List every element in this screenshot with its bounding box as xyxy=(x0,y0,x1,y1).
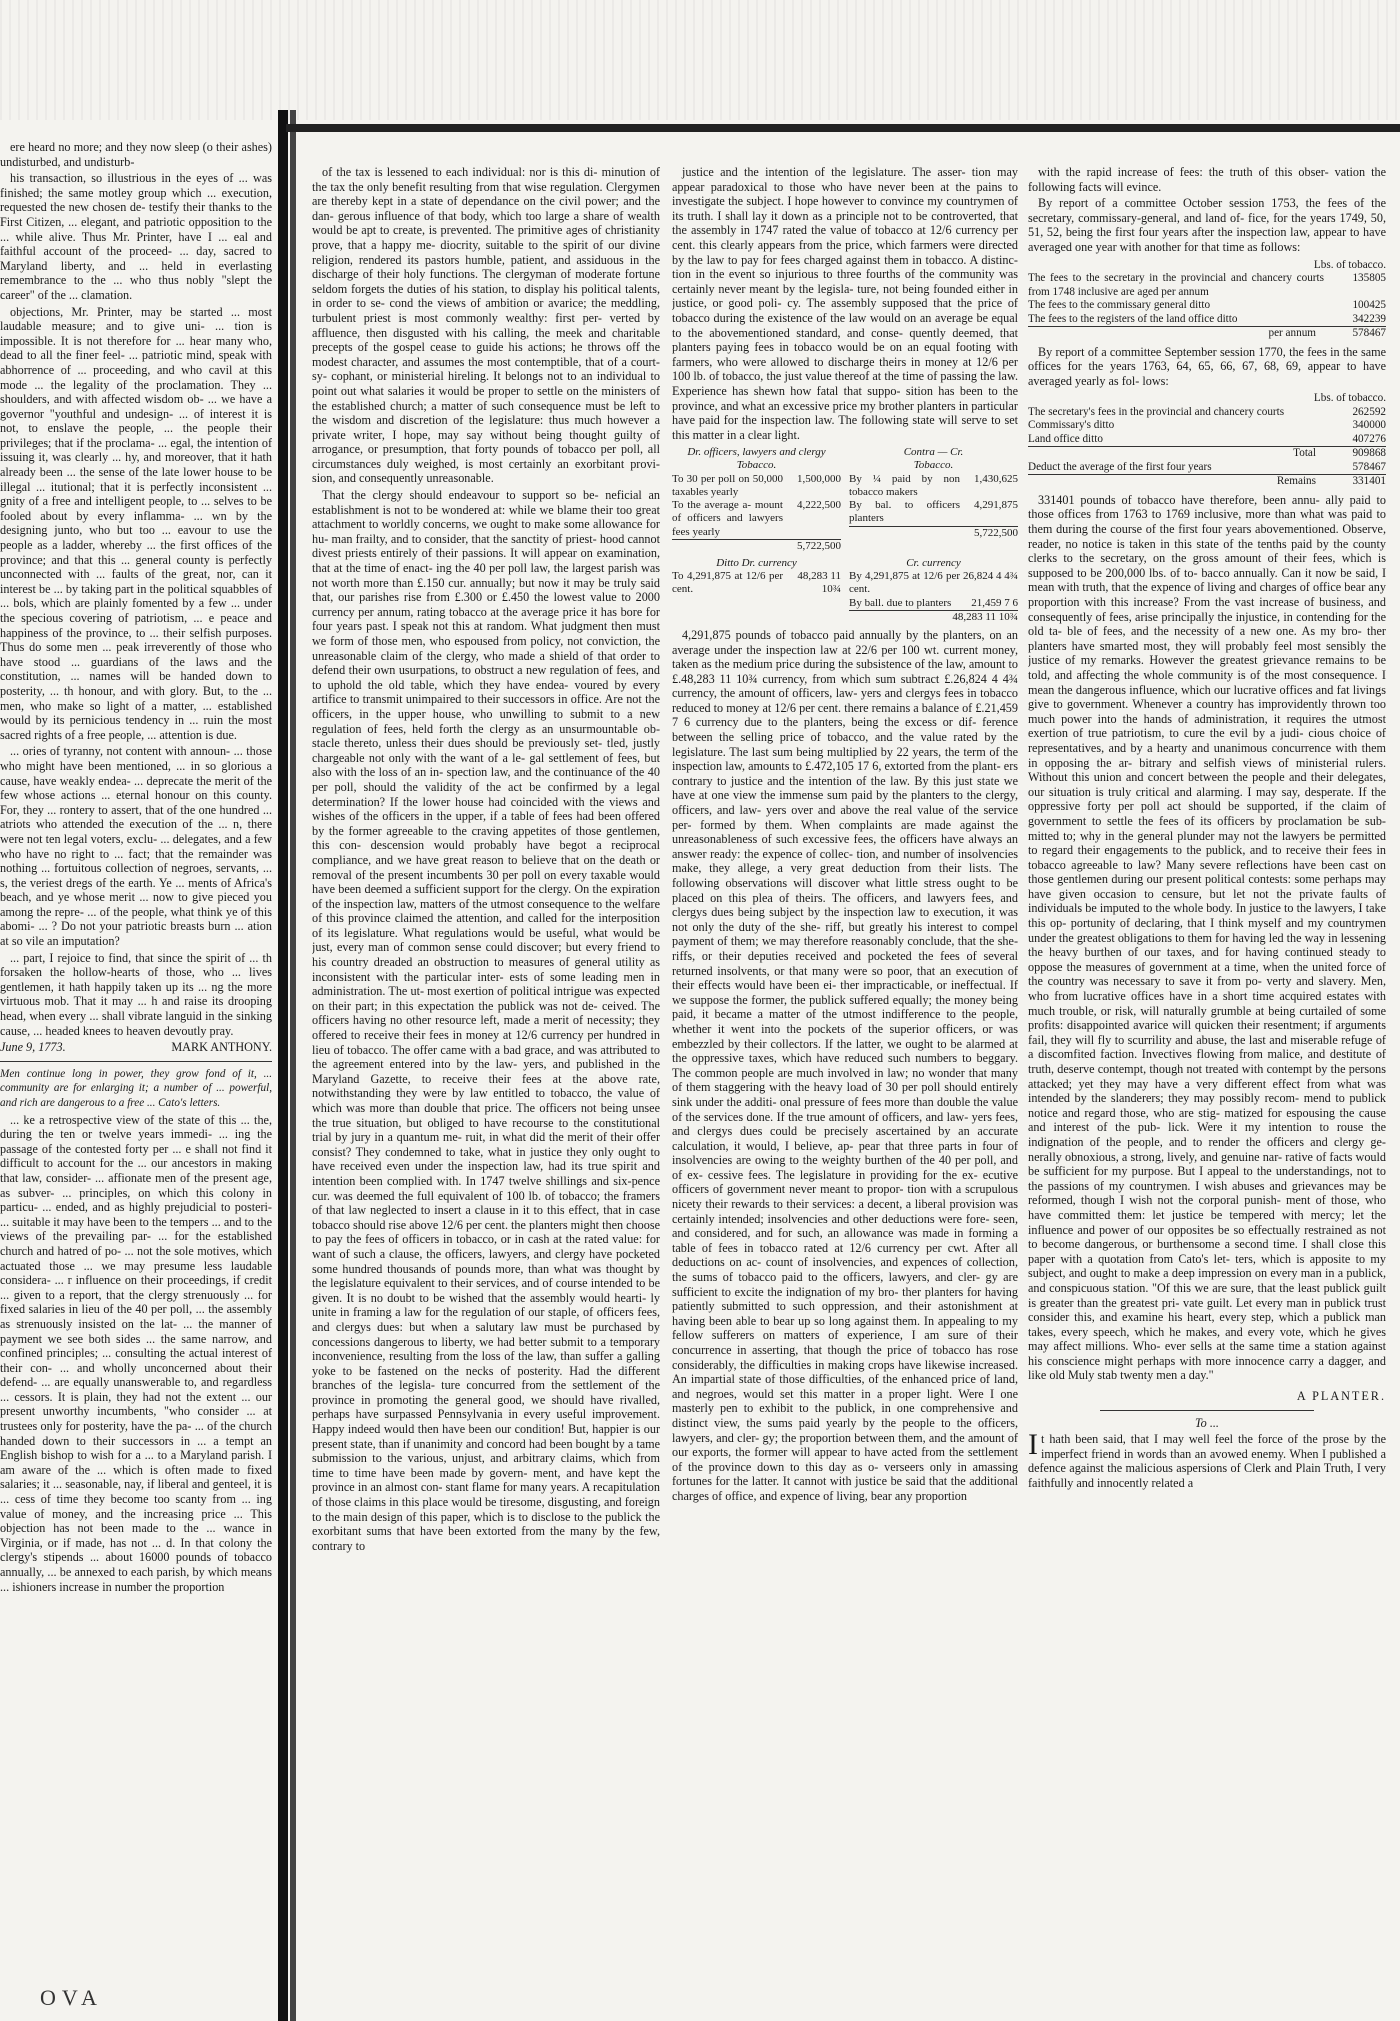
account-total: per annum 578467 xyxy=(1028,326,1386,341)
ledger-credit xyxy=(849,446,1018,553)
paragraph: 4,291,875 pounds of tobacco paid annually by the planters, on an average under the inspection law at 22/6 per 100 wt. current money, taken as the medium price during the subsistence of the law, amount to £.48,283 11 10¾ currency, from which sum subtract £.26,824 4 4¾ currency, the amount of officers, law- yers and clergys fees in tobacco reduced to money at 12/6 per cent. there remains a balance of £.21,459 7 6 currency due to the planters, being the excess or dif- ference between the selling price of tobacco, and the value rated by the legislature. The last sum being multiplied by 22 years, the term of the inspection law, amounts to £.472,105 17 6, extorted from the plant- ers contrary to justice and the intention of the law. By this just state we have at one view the immense sum paid by the planters to the clergy, officers, and law- yers over and above the real value of the service per- formed by them. When complaints are made against the unreasonableness of such excessive fees, the officers have always an answer ready: the expence of collec- tion, and number of insolvencies make, they allege, a very great deduction from their lists. The following observations will discover what little stress ought to be placed on this plea of theirs. The officers, and lawyers fees, and clergys dues being subject by the inspection law to execution, it was not only the duty of the she- riff, but greatly his interest to compel payment of them; we may therefore reasonably conclude, that the she- riffs, or their deputies received and pocketed the fees of several returned insolvents, or that many were so poor, that an execution of their effects would have been ei- ther impracticable, or ineffectual. If we suppose the former, the publick suffered equally; the money being paid, it became a matter of the utmost indifference to the people, whether it went into the pockets of the superior officers, or was embezzled by their collectors. If the latter, we ought to be alarmed at the oppressive taxes, which have reduced such numbers to beggary. The common people are much involved in law; no wonder that many of them staggering with the heavy load of 30 per poll should entirely sink under the additi- onal pressure of fees more than double the value of the services done. If the true amount of officers, and law- yers fees, and clergys dues could be precisely ascertained by an accurate calculation, it would, I believe, ap- pear that three parts in four of insolvencies are owing to the weighty burthen of the 40 per poll, and of ex- cessive fees. The legislature in providing for the ex- ecutive officers of government never meant to propor- tion with a scrupulous nicety their rewards to their services: a decent, a liberal provision was certainly intended; insolvencies and other deductions were fore- seen, and considered, and for such, an allowance was made in forming a table of fees in tobacco rated at 12/6 currency per cwt. After all deductions on ac- count of insolvencies, and expences of collection, the sums of tobacco paid to the officers, lawyers, and cler- gy are sufficient to excite the indignation of my bro- ther planters for having patiently submitted to such oppression, and their astonishment at having been able to bear up so long against them. In appealing to my fellow sufferers on matters of experience, I am sure of their concurrence in asserting, that though the price of tobacco has rose considerably, the difficulties in making crops have likewise increased. An impartial state of those difficulties, of the enhanced price of land, and negroes, would set this matter in a proper light. Were I one masterly pen to exhibit to the publick, in one comprehensive and distinct view, the sums paid yearly by the people to the officers, lawyers, and cler- gy; the proportion between them, and the amount of our exports, the former will appear to have acted from the settlement of the province down to this day as o- verseers only in amassing fortunes for the latter. It cannot with justice be said that the additional charges of office, and expence of living, bear any proportion xyxy=(672,627,1018,1503)
paragraph: his transaction, so illustrious in the eyes of ... was finished; the same motley group which ... execution, requested the new chosen de- testify their thanks to the First Citizen, ... elegant, and patriotic opposition to the ... while alive. Thus Mr. Printer, have I ... eal and faithful account of the proceed- ... day, sacred to Maryland liberty, and ... held in everlasting remembrance to the ... who thus nobly "slept the career" of the ... clamation. xyxy=(0,171,272,302)
paragraph-final: It hath been said, that I may well feel the force of the prose by the imperfect friend in words than an avowed enemy. When I published a defence against the malicious aspersions of Clerk and Plain Truth, I very faithfully and innocently related a xyxy=(1028,1428,1386,1491)
ledger-debit-header: Ditto Dr. currency xyxy=(716,556,797,569)
epigraph: Men continue long in power, they grow fond of it, ... community are for enlarging it; a number of ... powerful, and rich are dangerous to a free ... Cato's letters. xyxy=(0,1067,272,1109)
ledger-debit xyxy=(672,557,841,624)
ledger-credit-total: 48,283 11 10¾ xyxy=(849,610,1018,624)
ledger-line: By ball. due to planters 21,459 7 6 xyxy=(849,596,1018,609)
account-header: Lbs. of tobacco. xyxy=(1313,392,1386,405)
signature-name: MARK ANTHONY. xyxy=(171,1040,272,1055)
paragraph: with the rapid increase of fees: the truth of this obser- vation the following facts will evince. xyxy=(1028,165,1386,194)
account-remains: Remains 331401 xyxy=(1028,474,1386,489)
ledger-debit-total: 5,722,500 xyxy=(672,539,841,553)
paragraph: By report of a committee October session 1753, the fees of the secretary, commissary-general, and land of- fice, for the years 1749, 50, 51, 52, being the first four years after the inspection law, appear to have averaged one year with another for that time as follows: xyxy=(1028,196,1386,254)
ledger-line: By bal. to officers planters 4,291,875 xyxy=(849,499,1018,525)
ledger-credit-header: Cr. currency xyxy=(906,556,961,569)
account-row: The fees to the secretary in the provincial and chancery courts from 1748 inclusive are aged per annum 135805 xyxy=(1028,272,1386,298)
fees-account-1770 xyxy=(1028,392,1386,489)
paragraph: That the clergy should endeavour to support so be- neficial an establishment is not to be wondered at: while we blame their too great attachment to worldly concerns, we ought to make some allowance for hu- man frailty, and to consider, that the sanctity of priest- hood cannot divest priests entirely of their passions. It will appear on examination, that at the time of enact- ing the 40 per poll law, the largest parish was not worth more than £.150 cur. annually; but now it may be truly said that, our parishes rise from £.300 or £.450 the lowest value to 2000 currency per annum, rating tobacco at the average price it has bore for four years past. I speak not this at random. What judgment then must we form of those men, who espoused from policy, not conviction, the unreasonable claim of the clergy, who made a shield of that order to defend their own usurpations, to obstruct a new regulation of fees, and to uphold the old table, which they have endea- voured by every artifice to transmit unimpaired to their successors in office. Are not the officers, in the upper house, who unwilling to submit to a new regulation of fees, held forth the clergy as an unsurmountable ob- stacle thereto, unless their dues should be previously set- tled, justly chargeable not only with the want of a le- gal settlement of fees, but also with the loss of an in- spection law, and the continuance of the 40 per poll, should the validity of the act be confirmed by a legal determination? If the lower house had coincided with the views and wishes of the officers in the upper, if a table of fees had been offered by the former agreeable to the craving appetites of those gentlemen, this con- descension would probably have begot a reciprocal compliance, and we have great reason to believe that on the death or removal of the present incumbents 30 per poll on every taxable would have been deemed a sufficient support for the clergy. On the expiration of the inspection law, matters of the utmost consequence to the welfare of this province claimed the attention, and called for the interposition of its legislature. What regulations would be useful, what would be just, every man of common sense could discover; but every friend to his country dreaded an obstruction to measures of general utility as inconsistent with the particular inter- ests of some leading men in administration. The ut- most exertion of political intrigue was expected on their part; in this expectation the publick was not de- ceived. The officers having no other resource left, made a merit of necessity; they offered to receive their fees in money at 12/6 currency per hundred in lieu of tobacco. The offer came with a bad grace, and was attributed to the agreement entered into by the law- yers, and published in the Maryland Gazette, to receive their fees at the above rate, notwithstanding they were by law entitled to tobacco, the value of which was more than double that price. The officers not being unsee the true situation, but obliged to have recourse to the constitutional trial by jury in a quantum me- ruit, in what did the merit of their offer consist? They condemned to take, what in justice they only ought to have received even under the inspection law, had its true spirit and intention been complied with. In 1747 twelve shillings and six-pence cur. was deemed the full equivalent of 100 lb. of tobacco; the framers of that law neglected to insert a clause in it to this effect, that in case tobacco should rise above 12/6 per cent. the planters might then choose to pay the fees of officers in tobacco, or in cash at the rated value: for want of such a clause, the officers, lawyers, and clergy have pocketed some hundred thousands of pounds more, than what was thought by the legislature equivalent to their services, and of course intended to be given. It is no doubt to be wished that the assembly would hearti- ly unite in framing a law for the regulation of our staple, of officers fees, and clergys dues: but when a salutary law must be purchased by concessions dangerous to liberty, we had better submit to a temporary inconvenience, resulting from the loss of the law, than suffer a galling yoke to be fastened on the necks of posterity. Had the different branches of the legisla- ture concurred from the settlement of the province in promoting the general good, we should have rivalled, perhaps have surpassed Pennsylvania in every useful improvement. Happy indeed would then have been our condition! But, happier is our present state, than if unanimity and concord had been bought by a tame submission to the various, unjust, and arbitrary claims, which from time to time have been made by govern- ment, and have kept the province in an almost con- stant flame for many years. A recapitulation of those claims in this place would be tiresome, disgusting, and foreign to the main design of this paper, which is to disclose to the publick the exorbitant sums that have been extorted from the many by the few, contrary to xyxy=(312,488,660,1553)
signature-line xyxy=(0,1040,272,1055)
column-3 xyxy=(672,165,1018,1995)
ledger-line: To the average a- mount of officers and lawyers fees yearly 4,222,500 xyxy=(672,499,841,538)
paragraph: 331401 pounds of tobacco have therefore, been annu- ally paid to those offices from 1763 to 1769 inclusive, more than what was paid to them during the course of the first four years abovementioned. Observe, reader, no notice is taken in this state of the tenths paid by the county clerks to the secretary, on the gross amount of their fees, which is supposed to be 200,000 lbs. of to- bacco annually. Can it now be said, I mean with truth, that the expence of living and charges of office bear any proportion with this increase? From the vast increase of business, and consequently of fees, arise principally the injustice, in contending for the old ta- ble of fees, and the necessity of a new one. As my bro- ther planters have smarted most, they will probably feel most sensibly the justice of my remarks. However the greatest grievance remains to be told, and affecting the whole community is of the most consequence. I mean the dangerous influence, which our lucrative offices and fat livings give to government. Whenever a country has improvidently thrown too much power into the hands of administration, it requires the utmost exertion of true patriotism, to cure the evil by a judi- cious choice of representatives, and by a hearty and unanimous concurrence with them in opposing the ar- bitrary and selfish views of ministerial rulers. Without this union and concert between the people and their delegates, our situation is truly critical and alarming. I may say, desperate. If the oppressive forty per poll act should be supported, if the claim of government to settle the fees of its officers by proclamation be sub- mitted to; why in the general plunder may not the lawyers be permitted to regard their engagements to the publick, and to receive their fees in tobacco agreeable to law? Many severe reflections have been cast on those gentlemen during our present political contests: some perhaps may have given occasion to censure, but let not the private faults of individuals be imputed to the whole body. In justice to the lawyers, I take this op- portunity of declaring, that I think myself and my countrymen under the greatest obligations to them for having led the way in lessening the heavy burthen of our taxes, and for having continued steady to oppose the measures of government at a time, when the united force of the country was necessary to save it from po- verty and slavery. Men, who from lucrative offices have in a short time acquired estates with much trouble, or risk, will naturally grumble at being curtailed of some profits: disappointed avarice will quicken their resentment; if arguments fail, they will fly to scurrility and abuse, the last and miserable refuge of a discomfited faction. Invectives flowing from malice, and destitute of truth, deserve contempt, though not treated with contempt by the persons attacked; yet they may have a very different effect from what was intended by the slanderers; they may possibly recom- mend to publick notice and regard those, who are stig- matized for espousing the cause and interest of the pub- lick. Were it my intention to rouse the indignation of the people, and to render the officers and clergy ge- nerally obnoxious, a strong, lively, and genuine nar- rative of facts would be sufficient for my purpose. But I appeal to the understandings, not to the passions of my countrymen. I wish abuses and grievances may be reformed, though I wish not the corporal punish- ment of those, who have committed them: let justice be tempered with mercy; let the influence and power of our opposites be so effectually restrained as not to become dangerous, or burthensome a second time. I shall close this paper with a quotation from Cato's let- ters, which is apposite to my subject, and ought to make a deep impression on every man in a publick, and conspicuous station. "Of this we are sure, that the least publick guilt is greater than the greatest pri- vate guilt. Let every man in publick trust consider this, and examine his heart, every step, which a publick man takes, every speech, which he makes, and every vote, which he gives may affect millions. Who- ever sells at the same time a station against his conscience might perhaps with more innocence carry a dagger, and like old Muly stab twenty men a day." xyxy=(1028,492,1386,1383)
column-1 xyxy=(0,140,272,2000)
column-2 xyxy=(312,165,660,1995)
signature-planter: A PLANTER. xyxy=(1296,1389,1386,1404)
account-row: Land office ditto 407276 xyxy=(1028,432,1386,445)
section-divider xyxy=(1100,1410,1315,1411)
ledger-line: By 4,291,875 at 12/6 per cent. 26,824 4 4¾ xyxy=(849,570,1018,596)
paragraph: ere heard no more; and they now sleep (o their ashes) undisturbed, and undisturb- xyxy=(0,140,272,169)
address-line: To ... xyxy=(1195,1415,1219,1430)
page-gutter-shadow xyxy=(290,110,296,2021)
ledger-credit-sub: Tobacco. xyxy=(913,459,954,472)
ledger-credit xyxy=(849,557,1018,624)
ledger-line: To 4,291,875 at 12/6 per cent. 48,283 11 10¾ xyxy=(672,570,841,596)
account-row: Commissary's ditto 340000 xyxy=(1028,419,1386,432)
currency-ledger xyxy=(672,557,1018,624)
ledger-debit xyxy=(672,446,841,553)
account-total: Total 909868 xyxy=(1028,446,1386,461)
paragraph: justice and the intention of the legislature. The asser- tion may appear paradoxical to those who have never been at the pains to investigate the subject. I hope however to convince my countrymen of its truth. I shall lay it down as a principle not to be controverted, that the assembly in 1747 rated the value of tobacco at 12/6 currency per cent. this clearly appears from the price, which farmers were directed by the law to pay for fees charged against them in tobacco. A distinc- tion in the event so injurious to three fourths of the community was certainly never meant by the legisla- ture, not being founded either in justice, or good poli- cy. The assembly supposed that the price of tobacco during the existence of the law would on an average be equal to the abovementioned standard, and conse- quently deemed, that planters paying fees in tobacco would be on an equal footing with farmers, who were allowed to discharge theirs in money at 12/6 per 100 lb. of tobacco, the just value thereof at the time of passing the law. Experience has shewn how fatal that suppo- sition has been to the province, and what an excessive price my brother planters in particular have paid for the inspection law. The following state will serve to set this matter in a clear light. xyxy=(672,165,1018,442)
ledger-line: To 30 per poll on 50,000 taxables yearly 1,500,000 xyxy=(672,472,841,498)
paragraph: ... ories of tyranny, not content with announ- ... those who might have been mentioned, ... in so glorious a cause, have weakly endea- ... deprecate the merit of the few whose actions ... eternal honour on this county. For, they ... rontery to assert, that of the one hundred ... atriots who attended the execution of the ... n, there were not ten legal voters, exclu- ... delegates, and a few who have no right to ... fact; that the remainder was nothing ... fortuitous collection of negroes, servants, ... s, the veriest dregs of the earth. Ye ... ments of Africa's beach, and ye whose merit ... now to give pieced you among the repre- ... of the people, what think ye of this abomi- ... ? Do not your patriotic breasts burn ... ation at so vile an imputation? xyxy=(0,744,272,949)
section-divider xyxy=(0,1061,272,1062)
page-edge-mark: OVA xyxy=(40,1985,103,2010)
scan-speckle xyxy=(0,0,1400,120)
account-row: The secretary's fees in the provincial and chancery courts 262592 xyxy=(1028,405,1386,418)
column-4 xyxy=(1028,165,1386,1995)
column-rule-top xyxy=(286,124,1400,132)
ledger-debit-header: Dr. officers, lawyers and clergy xyxy=(687,446,826,459)
tobacco-ledger xyxy=(672,446,1018,553)
paragraph: ... ke a retrospective view of the state of this ... the, during the ten or twelve years immedi- ... ing the passage of the contested forty per ... e shall not find it difficult to account for the ... our ancestors in making that law, consider- ... affionate men of the present age, as subver- ... principles, on which this colony in particu- ... ended, and as highly prejudicial to posteri- ... suitable it may have been to the tempers ... and to the views of the prevailing par- ... for the established church and hatred of po- ... not the sole motives, which actuated those ... we may presume less laudable considera- ... r influence on their proceedings, if credit ... given to a report, that the clergy strenuously ... for fixed salaries in lieu of the 40 per poll, ... the assembly as strenuously insisted on the lat- ... the manner of payment we see both sides ... the same narrow, and confined principles; ... consulting the actual interest of their con- ... and wholly unconcerned about their defend- ... are equally unanswerable to, and regardless ... cessors. It is plain, they had not the extent ... our present unworthy incumbents, "who consider ... at trustees only for posterity, have the pa- ... of the church handed down to their successors in ... a tempt an English bishop to wish for a ... to a Maryland parish. I am aware of the ... which is often made to fixed salaries; it ... seasonable, nay, if liberal and genteel, it is ... cess of time they become too scanty from ... ing value of money, and the increasing price ... This objection has not been made to the ... wance in Virginia, or if made, has not ... d. In that colony the clergy's stipends ... about 16000 pounds of tobacco annually, ... be annexed to each parish, by which means ... ishioners increase in number the proportion xyxy=(0,1112,272,1594)
ledger-debit-sub: Tobacco. xyxy=(736,459,777,472)
paragraph: By report of a committee September session 1770, the fees in the same offices for the years 1763, 64, 65, 66, 67, 68, 69, appear to have averaged yearly as fol- lows: xyxy=(1028,344,1386,388)
ledger-credit-total: 5,722,500 xyxy=(849,526,1018,540)
paragraph: of the tax is lessened to each individual: nor is this di- minution of the tax the only benefit resulting from that wise regulation. Clergymen are thereby kept in a state of dependance on the civil power; and the dan- gerous influence of that body, which too large a share of wealth would be apt to create, is prevented. The primitive ages of christianity prove, that a happy me- diocrity, suitable to the spirit of our divine religion, rendered its pastors humble, patient, and assiduous in the discharge of their holy functions. The clergyman of moderate fortune seldom forgets the duties of his station, to display his political talents, in order to se- cond the views of ambition or avarice; the meddling, turbulent priest is most commonly wealthy: first per- verted by affluence, then disgusted with his calling, the meek and charitable precepts of the gospel cease to guide his actions; he throws off the modest character, and assumes the most contemptible, that of a court-sy- cophant, or ministerial hireling. It belongs not to an individual to point out what salaries it would be proper to settle on the ministers of the established church; a matter of such consequence must be left to the wisdom and discretion of the legislature: thus much however a private writer, I hope, may say without being thought guilty of arrogance, or presumption, that forty pounds of tobacco per poll, all circumstances duly weighed, is most certainly an exorbitant provi- sion, and consequently unreasonable. xyxy=(312,165,660,486)
page-gutter xyxy=(278,110,288,2021)
ledger-credit-header: Contra — Cr. xyxy=(903,446,964,459)
fees-account-1753 xyxy=(1028,259,1386,341)
ledger-line: By ¼ paid by non tobacco makers 1,430,625 xyxy=(849,472,1018,498)
account-deduct: Deduct the average of the first four years 578467 xyxy=(1028,460,1386,473)
signature-date: June 9, 1773. xyxy=(0,1040,66,1055)
account-row: The fees to the commissary general ditto 100425 xyxy=(1028,299,1386,312)
account-row: The fees to the registers of the land office ditto 342239 xyxy=(1028,312,1386,325)
paragraph: objections, Mr. Printer, may be started ... most laudable measure; and to give uni- ... tion is impossible. It is not therefore for ... hear many who, dead to all the finer feel- ... patriotic mind, speak with abhorrence of ... proceeding, and who cavil at this mode ... the legality of the proclamation. They ... shoulders, and with affected wisdom ob- ... we have a governor "youthful and undesign- ... of interest it is not, to enslave the people, ... the people their privileges; that if the proclama- ... egal, the intention of issuing it, was clearly ... hy, and moreover, that it hath already been ... the sense of the late lower house to be illegal ... itutional; that it is perfectly inconsistent ... gnity of a free and intelligent people, to ... selves to be fooled about by every inflamma- ... wn by the designing junto, who but too ... eavour to use the people as a ladder, whereby ... the first offices of the province; and that this ... general county is perfectly unconnected with ... faults of the great, nor, can it interest be ... by taking part in the political squabbles of ... bols, which are plainly fomented by a few ... under the specious covering of patriotism, ... e peace and happiness of the province, to ... their selfish purposes. Thus do some men ... peak irreverently of those who have stood ... guardians of the laws and the constitution, ... names will be handed down to posterity, ... th honour, and with glory. But, to the ... men, who make so light of a matter, ... established would by its pernicious tendency in ... ruin the most sacred rights of a free people, ... attention is due. xyxy=(0,304,272,742)
account-header: Lbs. of tobacco. xyxy=(1313,258,1386,271)
paragraph: ... part, I rejoice to find, that since the spirit of ... th forsaken the hollow-hearts of those, who ... lives gentlemen, it hath happily taken up its ... ng the more virtuous mob. That it may ... h and raise its drooping head, when every ... shall vibrate languid in the sinking cause, ... headed knees to heaven devoutly pray. xyxy=(0,950,272,1038)
